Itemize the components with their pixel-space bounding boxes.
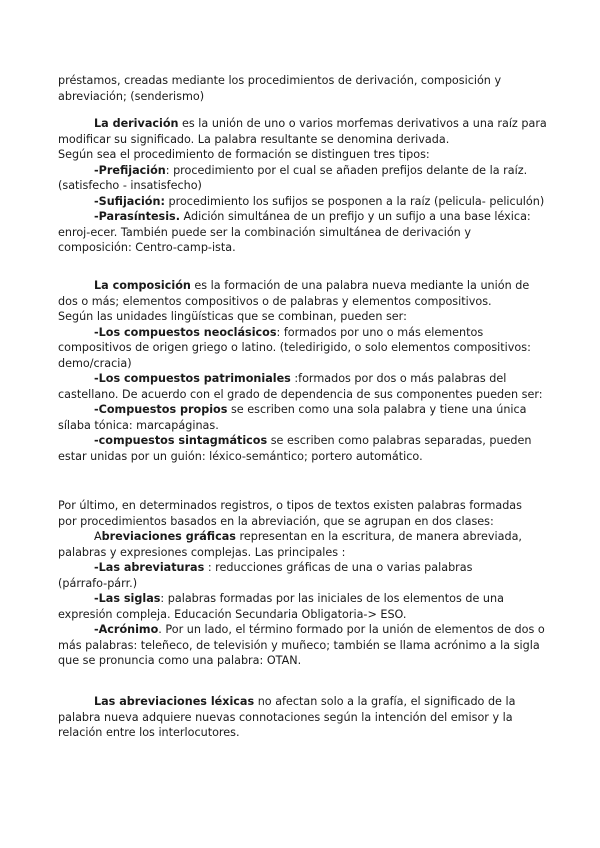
- text-line: castellano. De acuerdo con el grado de dependencia de sus componentes pueden ser:: [58, 387, 543, 401]
- lexicas-heading-line: Las abreviaciones léxicas no afectan solo a la grafía, el significado de la: [94, 695, 516, 708]
- siglas-item: -Las siglas: palabras formadas por las iniciales de los elementos de una: [94, 592, 504, 605]
- lexicas-term: Las abreviaciones léxicas: [94, 695, 255, 708]
- patrimoniales-item: -Los compuestos patrimoniales :formados por dos o más palabras del: [94, 372, 507, 385]
- text-line: que se pronuncia como una palabra: OTAN.: [58, 654, 302, 667]
- text-line: modificar su significado. La palabra resultante se denomina derivada.: [58, 132, 450, 146]
- parasintesis-item: -Parasíntesis. Adición simultánea de un prefijo y un sufijo a una base léxica:: [94, 210, 531, 223]
- text-line: más palabras: teleñeco, de televisión y muñeco; también se llama acrónimo a la sigla: [58, 638, 540, 652]
- text-line: palabra nueva adquiere nuevas connotaciones según la intención del emisor y la: [58, 710, 513, 724]
- intro-paragraph: [58, 73, 558, 104]
- neoclasicos-item: -Los compuestos neoclásicos: formados por uno o más elementos: [94, 325, 484, 339]
- text-line: compositivos de origen griego o latino. (teledirigido, o solo elementos compositivos:: [58, 341, 531, 354]
- derivacion-heading-line: La derivación es la unión de uno o varios morfemas derivativos a una raíz para: [94, 117, 547, 130]
- text-line: dos o más; elementos compositivos o de palabras y elementos compositivos.: [58, 294, 492, 308]
- text-line: demo/cracia): [58, 356, 132, 370]
- sintagmaticos-item: -compuestos sintagmáticos se escriben como palabras separadas, pueden: [94, 434, 532, 447]
- text-line: abreviación; (senderismo): [58, 89, 205, 103]
- text-line: composición: Centro-camp-ista.: [58, 241, 236, 254]
- text-line: Según sea el procedimiento de formación se distinguen tres tipos:: [58, 148, 430, 161]
- text-line: (párrafo-párr.): [58, 576, 138, 590]
- text-line: enroj-ecer. También puede ser la combinación simultánea de derivación y: [58, 225, 471, 239]
- lexicas-section: [58, 694, 558, 741]
- prefijacion-item: -Prefijación: procedimiento por el cual se añaden prefijos delante de la raíz.: [94, 163, 528, 177]
- text-line: estar unidas por un guión: léxico-semántico; portero automático.: [58, 449, 423, 463]
- text-line: relación entre los interlocutores.: [58, 726, 240, 739]
- text-line: palabras y expresiones complejas. Las principales :: [58, 545, 346, 559]
- text-line: (satisfecho - insatisfecho): [58, 179, 202, 192]
- composicion-heading-line: La composición es la formación de una palabra nueva mediante la unión de: [94, 279, 530, 292]
- graficas-item: Abreviaciones gráficas representan en la escritura, de manera abreviada,: [94, 530, 522, 543]
- derivacion-term: La derivación: [94, 117, 179, 130]
- text-line: por procedimientos basados en la abreviación, que se agrupan en dos clases:: [58, 514, 494, 528]
- derivacion-section: [58, 116, 558, 256]
- text-line: sílaba tónica: marcapáginas.: [58, 418, 219, 432]
- propios-item: -Compuestos propios se escriben como una sola palabra y tiene una única: [94, 403, 527, 416]
- text-line: préstamos, creadas mediante los procedimientos de derivación, composición y: [58, 74, 502, 87]
- text-line: Por último, en determinados registros, o tipos de textos existen palabras formadas: [58, 499, 522, 512]
- abreviaturas-item: -Las abreviaturas : reducciones gráficas de una o varias palabras: [94, 561, 473, 574]
- sufijacion-item: -Sufijación: procedimiento los sufijos se posponen a la raíz (pelicula- peliculón): [94, 194, 545, 208]
- acronimo-item: -Acrónimo. Por un lado, el término formado por la unión de elementos de dos o: [94, 623, 545, 636]
- abreviacion-section: [58, 498, 558, 669]
- composicion-term: La composición: [94, 279, 191, 292]
- text-line: Según las unidades lingüísticas que se combinan, pueden ser:: [58, 310, 407, 323]
- composicion-section: [58, 278, 558, 464]
- text-line: expresión compleja. Educación Secundaria Obligatoria-> ESO.: [58, 607, 407, 621]
